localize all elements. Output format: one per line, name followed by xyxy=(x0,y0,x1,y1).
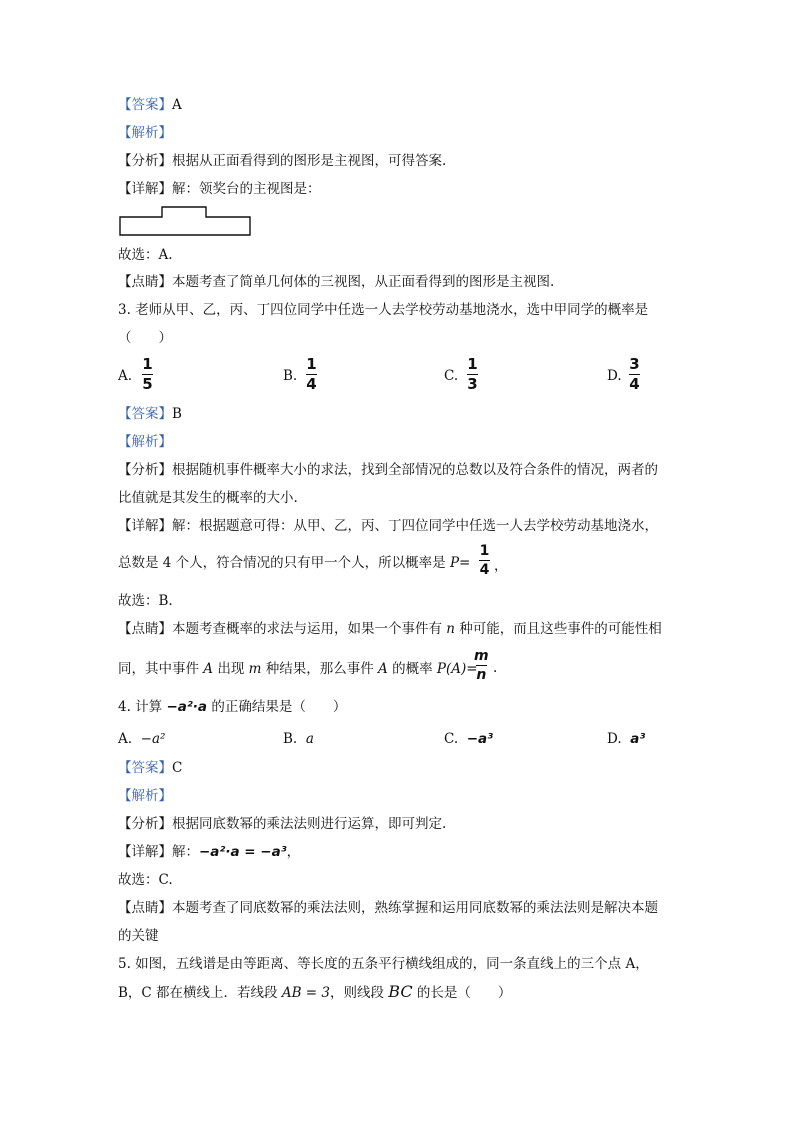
probability-label: P= xyxy=(449,555,471,571)
fenxi-text: 根据同底数幂的乘法法则进行运算，即可判定. xyxy=(172,816,447,832)
q4-option-b xyxy=(283,731,314,747)
dianjing-text: 的概率 xyxy=(387,661,437,677)
probability-expression: P(A)= xyxy=(436,661,478,677)
q4-solution-expression: −a²·a = −a³ xyxy=(199,844,287,860)
dianjing-text: 的关键 xyxy=(118,928,159,944)
fraction-denominator: 5 xyxy=(142,375,153,393)
fraction-numerator: 1 xyxy=(479,543,490,559)
fenxi-text: 根据随机事件概率大小的求法，找到全部情况的总数以及符合条件的情况，两者的 xyxy=(172,462,658,478)
option-label: A. xyxy=(118,731,133,747)
var-a: A xyxy=(203,661,214,677)
analysis-tag: 【解析】 xyxy=(118,125,172,141)
fraction-numerator: 3 xyxy=(629,355,640,373)
q4-option-a xyxy=(118,731,165,747)
answer-value: A xyxy=(172,97,182,113)
q3-answer-line xyxy=(118,405,182,423)
q3-stem-line-1 xyxy=(118,301,648,319)
xiangjie-text: 总数是 4 个人，符合情况的只有甲一个人，所以概率是 xyxy=(118,555,450,571)
guxuan-text: 故选：C. xyxy=(118,872,173,888)
dianjing-tag: 【点睛】 xyxy=(118,900,172,916)
q5-stem-text: B，C 都在横线上．若线段 xyxy=(118,985,282,1001)
guxuan-text: 故选：A. xyxy=(118,247,173,263)
q4-xiangjie-line xyxy=(118,843,300,861)
dianjing-end: . xyxy=(493,660,498,676)
answer-value: B xyxy=(172,406,182,422)
q3-stem-text: 3. 老师从甲、乙，丙、丁四位同学中任选一人去学校劳动基地浇水，选中甲同学的概率是 xyxy=(118,302,649,318)
q5-stem-line-2 xyxy=(118,983,511,1002)
q3-option-c-fraction xyxy=(467,356,478,393)
option-value: −a³ xyxy=(466,731,494,747)
dianjing-text: 种可能，而且这些事件的可能性相 xyxy=(455,621,662,637)
q4-expression: −a²·a xyxy=(166,699,208,715)
fraction-numerator: m xyxy=(474,648,489,664)
var-a: A xyxy=(378,661,388,677)
q4-guxuan-line xyxy=(118,871,173,889)
option-value: a xyxy=(305,731,314,747)
fenxi-text: 比值就是其发生的概率的大小. xyxy=(118,490,298,506)
podium-front-view-figure xyxy=(118,204,258,238)
q3-option-a-label: A. xyxy=(118,368,133,384)
dianjing-text: 本题考查概率的求法与运用，如果一个事件有 xyxy=(172,621,447,637)
bc-segment: BC xyxy=(388,982,413,1001)
q2-xiangjie-line xyxy=(118,180,321,198)
fraction-bar xyxy=(479,560,490,561)
fenxi-text: 根据从正面看得到的图形是主视图，可得答案. xyxy=(172,153,447,169)
q3-dianjing-line-1 xyxy=(118,620,662,638)
q3-stem-line-2 xyxy=(118,329,172,347)
q3-analysis-line xyxy=(118,433,172,451)
q3-option-d-label: D. xyxy=(607,368,622,384)
xiangjie-text: 解： xyxy=(172,844,199,860)
q3-option-c-label: C. xyxy=(444,368,459,384)
q3-dianjing-line-2 xyxy=(118,660,478,678)
fenxi-tag: 【分析】 xyxy=(118,153,172,169)
q4-dianjing-line-1 xyxy=(118,899,658,917)
option-label: B. xyxy=(283,731,298,747)
xiangjie-text: 解：根据题意可得：从甲、乙，丙、丁四位同学中任选一人去学校劳动基地浇水， xyxy=(172,518,658,534)
dianjing-text: 本题考查了简单几何体的三视图，从正面看得到的图形是主视图. xyxy=(172,274,555,290)
q3-fenxi-line-2 xyxy=(118,489,298,507)
q3-xiangjie-line-1 xyxy=(118,517,658,535)
fenxi-tag: 【分析】 xyxy=(118,816,172,832)
q3-fenxi-line-1 xyxy=(118,461,658,479)
q3-xiangjie-line-2 xyxy=(118,554,470,572)
q5-stem-line-1 xyxy=(118,955,649,973)
var-m: m xyxy=(248,661,262,677)
fraction-denominator: 4 xyxy=(629,375,640,393)
q4-analysis-line xyxy=(118,787,172,805)
xiangjie-tag: 【详解】 xyxy=(118,844,172,860)
dianjing-tag: 【点睛】 xyxy=(118,621,172,637)
dianjing-text: 同，其中事件 xyxy=(118,661,204,677)
probability-end: ， xyxy=(494,558,508,574)
q5-stem-text: ，则线段 xyxy=(330,985,389,1001)
fraction-denominator: 3 xyxy=(467,375,478,393)
q4-option-c xyxy=(444,731,493,747)
q5-stem-text: 的长是（ ） xyxy=(412,985,512,1001)
fraction-bar xyxy=(476,665,487,666)
q4-stem-text: 4. 计算 xyxy=(118,699,167,715)
dianjing-tag: 【点睛】 xyxy=(118,274,172,290)
dianjing-text: 本题考查了同底数幂的乘法法则，熟练掌握和运用同底数幂的乘法法则是解决本题 xyxy=(172,900,658,916)
q3-option-b-fraction xyxy=(306,356,317,393)
q5-stem-text: 5. 如图，五线谱是由等距离、等长度的五条平行横线组成的，同一条直线上的三个点 A， xyxy=(118,956,649,972)
answer-value: C xyxy=(172,760,183,776)
ab-expression: AB = 3 xyxy=(281,985,330,1001)
q2-fenxi-line xyxy=(118,152,446,170)
fraction-numerator: 1 xyxy=(467,355,478,373)
q4-stem-line xyxy=(118,698,346,716)
fraction-denominator: n xyxy=(476,667,487,683)
fraction-numerator: 1 xyxy=(142,355,153,373)
xiangjie-tag: 【详解】 xyxy=(118,518,172,534)
fraction-numerator: 1 xyxy=(306,355,317,373)
q4-dianjing-line-2 xyxy=(118,927,159,945)
q3-option-d-fraction xyxy=(629,356,640,393)
var-n: n xyxy=(446,621,455,637)
option-value: −a² xyxy=(140,731,166,747)
fenxi-tag: 【分析】 xyxy=(118,462,172,478)
answer-tag: 【答案】 xyxy=(118,760,172,776)
probability-fraction xyxy=(479,543,490,578)
q3-option-b-label: B. xyxy=(283,368,298,384)
fraction-denominator: 4 xyxy=(306,375,317,393)
q2-answer-line xyxy=(118,96,182,114)
fraction-denominator: 4 xyxy=(479,562,490,578)
xiangjie-text: 解：领奖台的主视图是： xyxy=(172,181,321,197)
q3-guxuan-line xyxy=(118,592,173,610)
q4-answer-line xyxy=(118,759,182,777)
dianjing-text: 出现 xyxy=(213,661,249,677)
q2-guxuan-line xyxy=(118,246,173,264)
q4-fenxi-line xyxy=(118,815,446,833)
guxuan-text: 故选：B. xyxy=(118,593,173,609)
xiangjie-text: ， xyxy=(286,844,301,860)
analysis-tag: 【解析】 xyxy=(118,434,172,450)
answer-tag: 【答案】 xyxy=(118,406,172,422)
podium-outline xyxy=(120,207,250,235)
analysis-tag: 【解析】 xyxy=(118,788,172,804)
xiangjie-tag: 【详解】 xyxy=(118,181,172,197)
option-label: C. xyxy=(444,731,459,747)
option-value: a³ xyxy=(630,731,646,747)
dianjing-text: 种结果，那么事件 xyxy=(261,661,379,677)
q2-analysis-line xyxy=(118,124,172,142)
q2-dianjing-line xyxy=(118,273,554,291)
q3-option-a-fraction xyxy=(142,356,153,393)
mn-fraction xyxy=(474,648,489,683)
answer-tag: 【答案】 xyxy=(118,97,172,113)
q4-stem-text: 的正确结果是（ ） xyxy=(207,699,347,715)
q3-stem-paren: （ ） xyxy=(118,330,172,346)
option-label: D. xyxy=(607,731,622,747)
q4-option-d xyxy=(607,731,645,747)
